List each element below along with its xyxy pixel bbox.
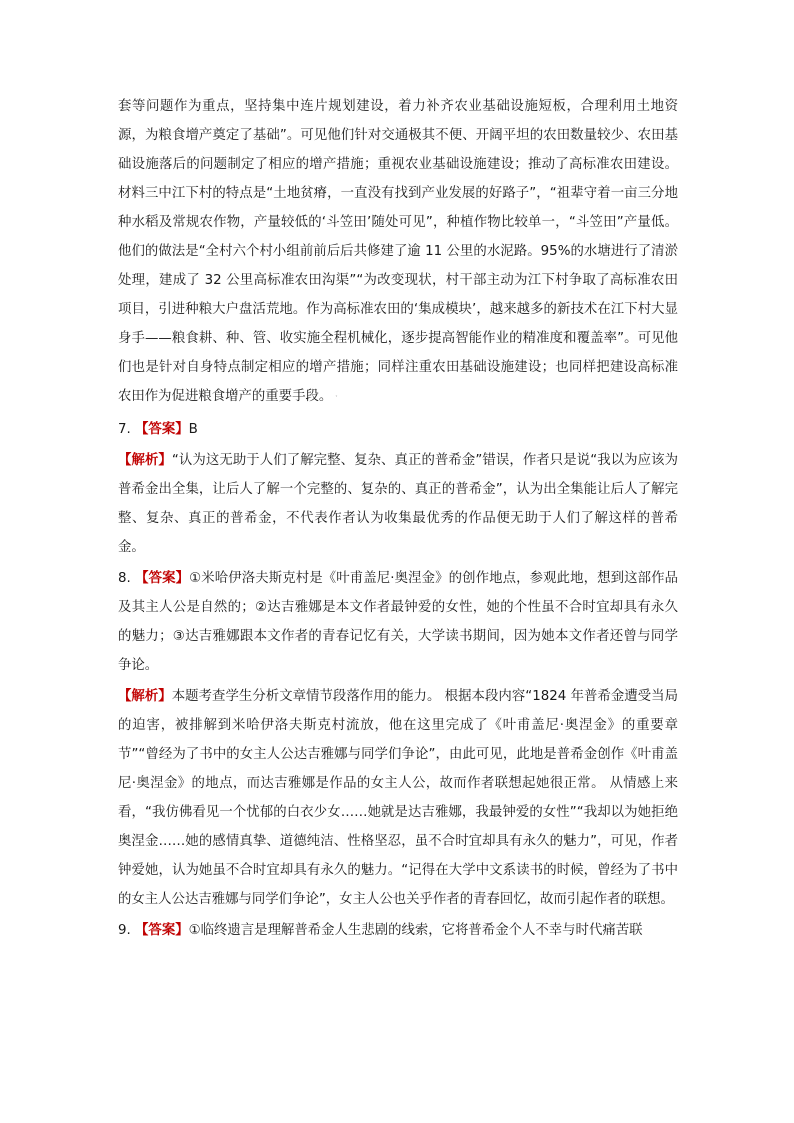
q7-answer-text: B [188, 422, 198, 437]
intro-text: 套等问题作为重点，坚持集中连片规划建设，着力补齐农业基础设施短板，合理利用土地资源，为粮食增产奠定了基础”。可见他们针对交通极其不便、开阔平坦的农田数量较少、农田基础设施落后的问题制定了相应的增产措施；重视农业基础设施建设；推动了高标准农田建设。 材料三中江下村的特点是“土地贫瘠，一直没有找到产业发展的好路子”，“祖辈守着一亩三分地种水稻及常规农作物，产量较低的‘斗笠田’随处可见”，种植作物比较单一，“斗笠田”产量低。他们的做法是“全村六个村小组前前后后共修建了逾 11 公里的水泥路。95%的水塘进行了清淤处理，建成了 32 公里高标准农田沟渠”“为改变现状，村干部主动为江下村争取了高标准农田项目，引进种粮大户盘活荒地。作为高标准农田的‘集成模块’，越来越多的新技术在江下村大显身手——粮食耕、种、管、收实施全程机械化，逐步提高智能作业的精准度和覆盖率”。可见他们也是针对自身特点制定相应的增产措施；同样注重农田基础设施建设；也同样把建设高标准农田作为促进粮食增产的重要手段。 [118, 99, 678, 404]
paragraph-mark: ˑ [332, 393, 339, 403]
q8-analysis-tag: 【解析】 [118, 689, 172, 704]
q8-answer-tag: 【答案】 [135, 571, 190, 586]
q9-answer [118, 916, 678, 945]
q7-answer-tag: 【答案】 [135, 422, 189, 437]
q7-analysis [118, 446, 678, 562]
q8-analysis [118, 682, 678, 914]
q9-answer-tag: 【答案】 [135, 923, 189, 938]
q8-number: 8. [118, 571, 136, 586]
q9-answer-text: ①临终遗言是理解普希金人生悲剧的线索，它将普希金个人不幸与时代痛苦联 [188, 923, 643, 938]
intro-paragraph [118, 92, 678, 413]
q8-answer-text: ①米哈伊洛夫斯克村是《叶甫盖尼·奥涅金》的创作地点，参观此地，想到这部作品及其主人公是自然的；②达吉雅娜是本文作者最钟爱的女性，她的个性虽不合时宜却具有永久的魅力；③达吉雅娜跟本文作者的青春记忆有关，大学读书期间，因为她本文作者还曾与同学争论。 [118, 571, 678, 673]
q9-number: 9. [118, 923, 136, 938]
document-page [118, 92, 678, 947]
q7-number: 7. [118, 422, 136, 437]
q7-answer [118, 415, 678, 444]
q8-answer [118, 564, 678, 680]
q7-analysis-tag: 【解析】 [118, 453, 172, 468]
q8-analysis-text: 本题考查学生分析文章情节段落作用的能力。 根据本段内容“1824 年普希金遭受当局的迫害，被排解到米哈伊洛夫斯克村流放，他在这里完成了《叶甫盖尼·奥涅金》的重要章节”“曾经为了书中的女主人公达吉雅娜与同学们争论”，由此可见，此地是普希金创作《叶甫盖尼·奥涅金》的地点，而达吉雅娜是作品的女主人公，故而作者联想起她很正常。 从情感上来看，“我仿佛看见一个忧郁的白衣少女……她就是达吉雅娜，我最钟爱的女性”“我却以为她拒绝奥涅金……她的感情真挚、道德纯洁、性格坚忍，虽不合时宜却具有永久的魅力”，可见，作者钟爱她，认为她虽不合时宜却具有永久的魅力。“记得在大学中文系读书的时候，曾经为了书中的女主人公达吉雅娜与同学们争论”，女主人公也关乎作者的青春回忆，故而引起作者的联想。 [118, 689, 678, 907]
q7-analysis-text: “认为这无助于人们了解完整、复杂、真正的普希金”错误，作者只是说“我以为应该为普希金出全集，让后人了解一个完整的、复杂的、真正的普希金”，认为出全集能让后人了解完整、复杂、真正的普希金，不代表作者认为收集最优秀的作品便无助于人们了解这样的普希金。 [118, 453, 679, 555]
